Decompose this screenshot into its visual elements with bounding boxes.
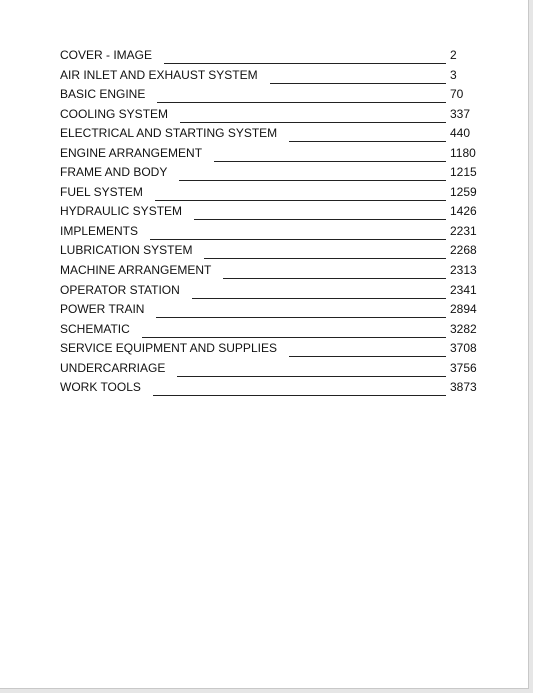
toc-entry-title[interactable]: COOLING SYSTEM (60, 107, 174, 121)
toc-entry-page[interactable]: 1259 (450, 184, 477, 199)
toc-entry-title[interactable]: OPERATOR STATION (60, 283, 186, 297)
toc-entry-page[interactable]: 2341 (450, 282, 477, 297)
toc-entry-operator-station[interactable] (60, 281, 490, 301)
toc-leader-line (194, 219, 446, 220)
toc-entry-implements[interactable] (60, 222, 490, 242)
toc-entry-page[interactable]: 3282 (450, 321, 477, 336)
toc-entry-title[interactable]: WORK TOOLS (60, 380, 147, 394)
toc-leader-line (289, 141, 446, 142)
toc-entry-title[interactable]: ENGINE ARRANGEMENT (60, 146, 208, 160)
toc-entry-cover-image[interactable] (60, 46, 490, 66)
toc-leader-line (214, 161, 446, 162)
toc-entry-title[interactable]: UNDERCARRIAGE (60, 361, 171, 375)
toc-entry-cooling-system[interactable] (60, 105, 490, 125)
toc-entry-hydraulic-system[interactable] (60, 202, 490, 222)
toc-entry-air-inlet-and-exhaust-system[interactable] (60, 66, 490, 86)
toc-leader-line (223, 278, 446, 279)
toc-entry-machine-arrangement[interactable] (60, 261, 490, 281)
toc-leader-line (289, 356, 446, 357)
toc-entry-service-equipment-and-supplies[interactable] (60, 339, 490, 359)
toc-entry-title[interactable]: AIR INLET AND EXHAUST SYSTEM (60, 68, 264, 82)
toc-entry-title[interactable]: SCHEMATIC (60, 322, 136, 336)
toc-leader-line (155, 200, 446, 201)
toc-entry-page[interactable]: 70 (450, 87, 464, 102)
toc-entry-page[interactable]: 1215 (450, 165, 477, 180)
toc-entry-electrical-and-starting-system[interactable] (60, 124, 490, 144)
toc-entry-title[interactable]: COVER - IMAGE (60, 48, 158, 62)
toc-entry-title[interactable]: IMPLEMENTS (60, 224, 144, 238)
table-of-contents (60, 46, 490, 398)
toc-entry-page[interactable]: 2894 (450, 302, 477, 317)
toc-leader-line (156, 317, 446, 318)
toc-entry-title[interactable]: POWER TRAIN (60, 302, 150, 316)
toc-entry-title[interactable]: HYDRAULIC SYSTEM (60, 204, 188, 218)
toc-entry-page[interactable]: 337 (450, 106, 471, 121)
toc-entry-page[interactable]: 2231 (450, 223, 477, 238)
toc-entry-schematic[interactable] (60, 320, 490, 340)
toc-entry-page[interactable]: 3873 (450, 380, 477, 395)
toc-entry-title[interactable]: ELECTRICAL AND STARTING SYSTEM (60, 126, 283, 140)
toc-entry-title[interactable]: SERVICE EQUIPMENT AND SUPPLIES (60, 341, 283, 355)
toc-leader-line (153, 395, 446, 396)
toc-leader-line (150, 239, 446, 240)
toc-leader-line (164, 63, 446, 64)
toc-leader-line (177, 376, 446, 377)
toc-entry-title[interactable]: BASIC ENGINE (60, 87, 151, 101)
toc-leader-line (157, 102, 446, 103)
toc-entry-page[interactable]: 440 (450, 126, 471, 141)
toc-entry-page[interactable]: 3708 (450, 341, 477, 356)
toc-leader-line (192, 298, 446, 299)
toc-entry-page[interactable]: 1426 (450, 204, 477, 219)
toc-entry-basic-engine[interactable] (60, 85, 490, 105)
toc-leader-line (179, 180, 446, 181)
toc-entry-title[interactable]: MACHINE ARRANGEMENT (60, 263, 217, 277)
toc-entry-page[interactable]: 3 (450, 67, 457, 82)
toc-entry-page[interactable]: 2268 (450, 243, 477, 258)
toc-entry-work-tools[interactable] (60, 378, 490, 398)
toc-entry-title[interactable]: LUBRICATION SYSTEM (60, 243, 198, 257)
toc-entry-page[interactable]: 3756 (450, 360, 477, 375)
toc-leader-line (142, 337, 446, 338)
toc-entry-title[interactable]: FUEL SYSTEM (60, 185, 149, 199)
toc-entry-page[interactable]: 2313 (450, 263, 477, 278)
toc-entry-lubrication-system[interactable] (60, 241, 490, 261)
toc-entry-frame-and-body[interactable] (60, 163, 490, 183)
toc-entry-fuel-system[interactable] (60, 183, 490, 203)
toc-leader-line (270, 83, 446, 84)
toc-entry-undercarriage[interactable] (60, 359, 490, 379)
toc-entry-engine-arrangement[interactable] (60, 144, 490, 164)
toc-leader-line (180, 122, 446, 123)
toc-entry-page[interactable]: 1180 (450, 145, 476, 160)
toc-entry-title[interactable]: FRAME AND BODY (60, 165, 173, 179)
toc-entry-page[interactable]: 2 (450, 48, 457, 62)
toc-entry-power-train[interactable] (60, 300, 490, 320)
toc-leader-line (204, 258, 446, 259)
